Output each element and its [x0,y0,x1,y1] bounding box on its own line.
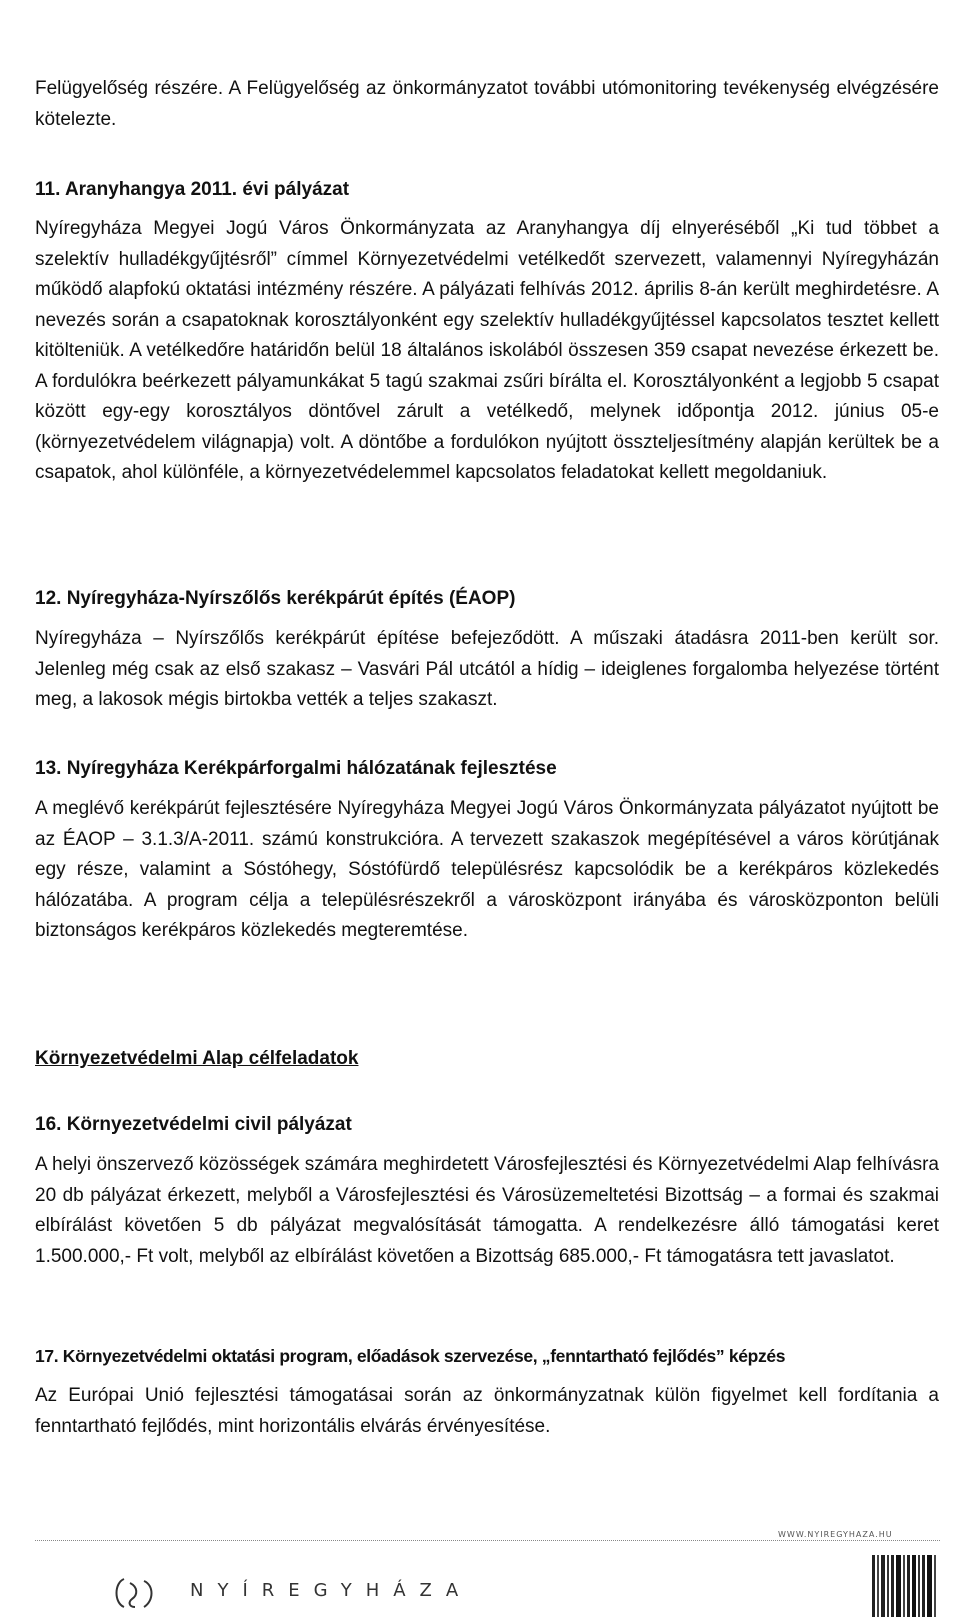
heading-17: 17. Környezetvédelmi oktatási program, előadások szervezése, „fenntartható fejlődés” képzés [35,1346,786,1366]
city-logo-icon [110,1573,168,1613]
footer-divider [35,1540,940,1541]
paragraph-12: Nyíregyháza – Nyírszőlős kerékpárút építése befejeződött. A műszaki átadásra 2011-ben került sor. Jelenleg még csak az első szakasz – Vasvári Pál utcától a hídig – ideiglenes forgalomba helyezése történt meg, a lakosok mégis birtokba vették a teljes szakaszt. [35,628,939,710]
intro-paragraph: Felügyelőség részére. A Felügyelőség az önkormányzatot további utómonitoring tevékenység elvégzésére kötelezte. [35,78,939,130]
city-logo-text: NYÍREGYHÁZA [190,1580,473,1601]
section-title: Környezetvédelmi Alap célfeladatok [35,1048,359,1069]
heading-11: 11. Aranyhangya 2011. évi pályázat [35,179,350,200]
heading-13: 13. Nyíregyháza Kerékpárforgalmi hálózatának fejlesztése [35,758,557,779]
heading-12: 12. Nyíregyháza-Nyírszőlős kerékpárút építés (ÉAOP) [35,588,516,609]
heading-16: 16. Környezetvédelmi civil pályázat [35,1114,352,1135]
barcode-graphic [868,1547,938,1617]
paragraph-16: A helyi önszervező közösségek számára meghirdetett Városfejlesztési és Környezetvédelmi Alap felhívásra 20 db pályázat érkezett, melyből a Városfejlesztési és Városüzemeltetési Bizottság – a formai és szakmai elbírálást követően 5 db pályázat megvalósítását támogatta. A rendelkezésre álló támogatási keret 1.500.000,- Ft volt, melyből az elbírálást követően a Bizottság 685.000,- Ft támogatásra tett javaslatot. [35,1154,939,1267]
paragraph-11: Nyíregyháza Megyei Jogú Város Önkormányzata az Aranyhangya díj elnyeréséből „Ki tud többet a szelektív hulladékgyűjtésről” címmel Környezetvédelmi vetélkedőt szervezett, valamennyi Nyíregyházán működő alapfokú oktatási intézmény részére. A pályázati felhívás 2012. április 8-án került meghirdetésre. A nevezés során a csapatoknak korosztályonként egy szelektív hulladékgyűjtéssel kapcsolatos tesztet kellett kitölteniük. A vetélkedőre határidőn belül 18 általános iskolából összesen 359 csapat nevezése érkezett be. A fordulókra beérkezett pályamunkákat 5 tagú szakmai zsűri bírálta el. Korosztályonként a legjobb 5 csapat között egy-egy korosztályos döntővel zárult a vetélkedő, melynek időpontja 2012. június 05-e (környezetvédelem világnapja) volt. A döntőbe a fordulókon nyújtott összteljesítmény alapján kerültek be a csapatok, ahol különféle, a környezetvédelemmel kapcsolatos feladatokat kellett megoldaniuk. [35,218,939,483]
footer-url: WWW.NYIREGYHAZA.HU [778,1530,893,1539]
paragraph-17: Az Európai Unió fejlesztési támogatásai során az önkormányzatnak külön figyelmet kell fordítania a fenntartható fejlődés, mint horizontális elvárás érvényesítése. [35,1385,939,1437]
paragraph-13: A meglévő kerékpárút fejlesztésére Nyíregyháza Megyei Jogú Város Önkormányzata pályázatot nyújtott be az ÉAOP – 3.1.3/A-2011. számú konstrukcióra. A tervezett szakaszok megépítésével a város körútjának egy része, valamint a Sóstóhegy, Sóstófürdő településrész kapcsolódik be a kerékpáros közlekedés hálózatába. A program célja a településrészekről a városközpont irányába és városközponton belüli biztonságos kerékpáros közlekedés megteremtése. [35,798,939,941]
